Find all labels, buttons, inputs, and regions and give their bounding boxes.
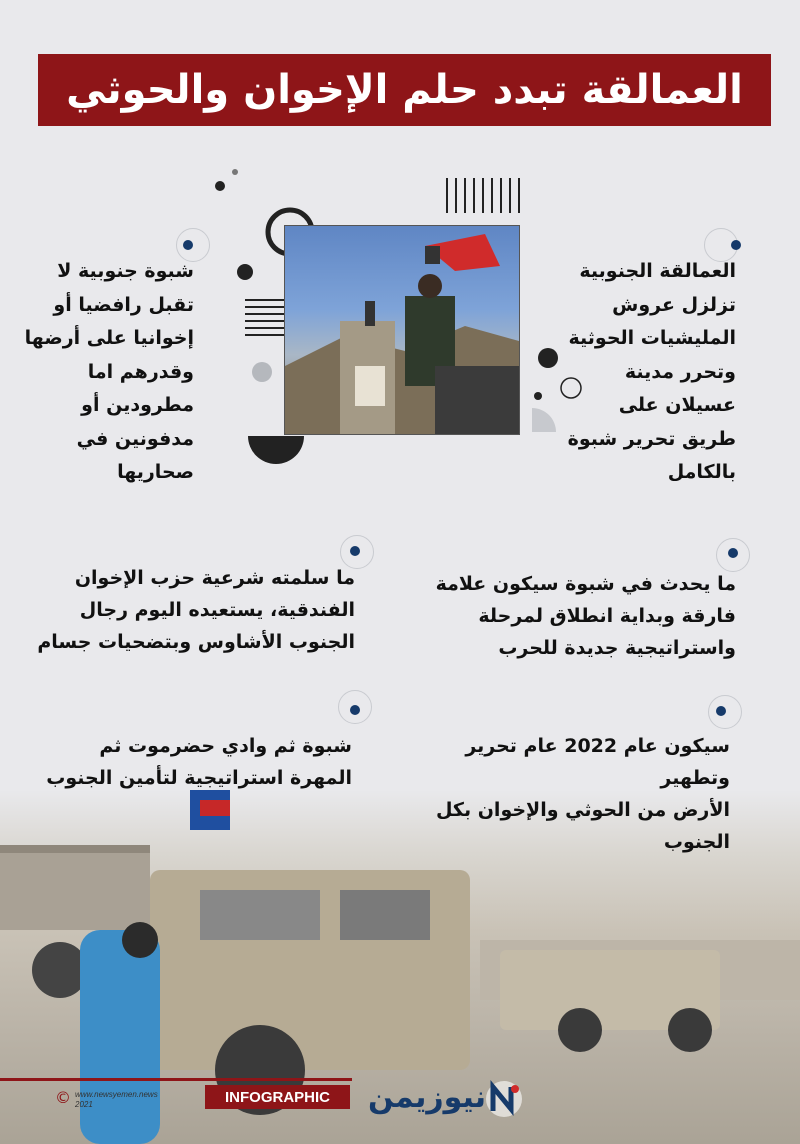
infographic-tag: INFOGRAPHIC: [205, 1085, 350, 1109]
site-url: www.newsyemen.news: [75, 1090, 158, 1099]
bullet-dot: [728, 548, 738, 558]
left-low-text: [12, 730, 352, 794]
text-line: شبوة جنوبية لا: [57, 260, 194, 282]
text-line: واستراتيجية جديدة للحرب: [498, 637, 736, 659]
text-line: فارقة وبداية انطلاق لمرحلة: [478, 605, 736, 627]
dot-deco: [237, 264, 253, 280]
text-line: صحاريها: [117, 461, 194, 483]
page-title: العمالقة تبدد حلم الإخوان والحوثي: [66, 67, 743, 113]
text-line: إخوانيا على أرضها: [24, 327, 194, 349]
text-line: طريق تحرير شبوة: [567, 427, 736, 450]
left-mid-text: [15, 562, 355, 658]
bullet-dot: [731, 240, 741, 250]
text-line: مدفونين في: [76, 427, 194, 450]
soldier-flag-illustration: [285, 226, 519, 434]
text-line: الفندقية، يستعيده اليوم رجال: [79, 599, 355, 621]
bullet-dot: [183, 240, 193, 250]
copyright-year: 2021: [75, 1100, 93, 1109]
right-low-text: [390, 730, 730, 858]
main-photo: [284, 225, 520, 435]
text-line: مطرودين أو: [81, 394, 194, 416]
brand-name: نيوزيمن: [368, 1080, 486, 1115]
text-line: تزلزل عروش: [612, 293, 736, 316]
text-line: عسيلان على: [618, 394, 736, 416]
left-top-text: [0, 255, 194, 490]
bullet-dot: [350, 546, 360, 556]
text-line: تقبل رافضيا أو: [53, 293, 194, 316]
text-line: المليشيات الحوثية: [568, 327, 736, 349]
text-line: العمالقة الجنوبية: [579, 260, 736, 282]
text-line: المهرة استراتيجية لتأمين الجنوب: [46, 767, 352, 789]
bullet-dot: [716, 706, 726, 716]
text-line: وقدرهم اما: [87, 360, 194, 383]
text-line: الجنوب الأشاوس وبتضحيات جسام: [37, 631, 355, 653]
bullet-dot: [350, 705, 360, 715]
dot-deco: [252, 362, 272, 382]
text-line: وتحرر مدينة: [624, 360, 736, 383]
text-line: الجنوب: [663, 831, 730, 853]
vertical-lines-deco: [447, 178, 519, 213]
text-line: سيكون عام 2022 عام تحرير وتطهير: [465, 735, 730, 789]
text-line: شبوة ثم وادي حضرموت ثم: [99, 735, 352, 757]
half-circle-deco: [248, 436, 304, 464]
text-line: ما يحدث في شبوة سيكون علامة: [435, 573, 736, 595]
footer-accent-line: [0, 1078, 352, 1081]
right-top-text: [516, 255, 736, 490]
brand-logo-icon: [485, 1079, 523, 1119]
text-line: بالكامل: [667, 461, 736, 483]
small-dot-deco: [215, 181, 225, 191]
text-line: الأرض من الحوثي والإخوان بكل: [435, 799, 730, 821]
copyright-icon: ©: [55, 1088, 71, 1107]
small-dot-deco: [232, 169, 238, 175]
right-mid-text: [396, 568, 736, 664]
text-line: ما سلمته شرعية حزب الإخوان: [74, 567, 355, 589]
